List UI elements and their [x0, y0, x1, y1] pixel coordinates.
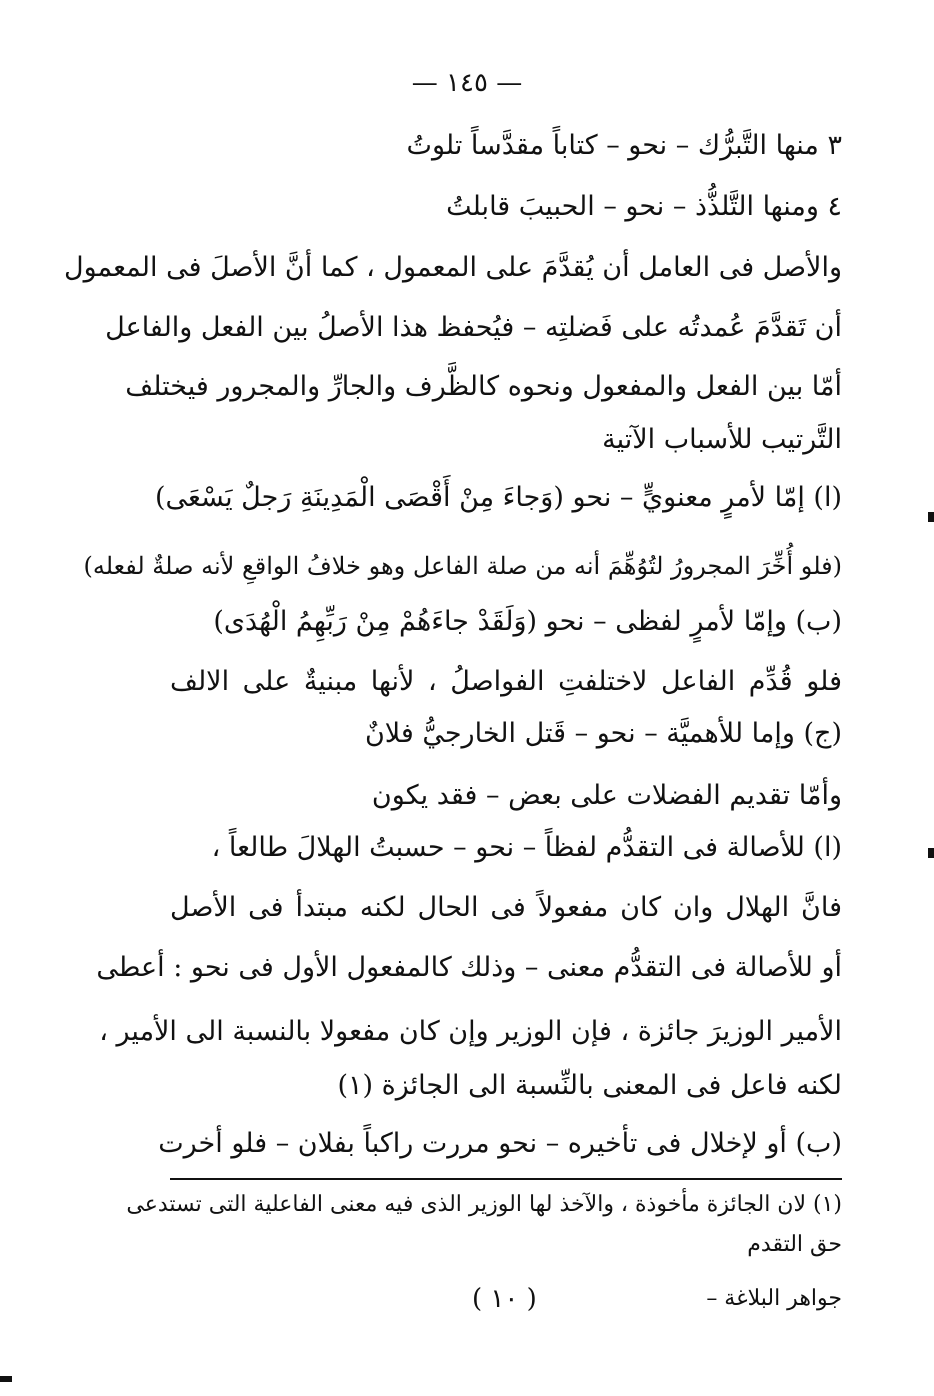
example-line: (ا) إمّا لأمرٍ معنويٍّ – نحو (وَجاءَ مِنْ أَقْصَى الْمَدِينَةِ رَجلٌ يَسْعَى)	[154, 482, 842, 513]
example-line: (ا) للأصالة فى التقدُّم لفظاً – نحو – حسبتُ الهلالَ طالعاً ،	[211, 832, 842, 863]
page-number: — ١٤٥ —	[411, 68, 523, 98]
body-line: فلو قُدِّم الفاعل لاختلفتِ الفواصلُ ، لأنها مبنيةٌ على الالف	[170, 666, 842, 697]
example-line: (ب) أو لإخلال فى تأخيره – نحو مررت راكباً بفلان – فلو أخرت	[158, 1128, 842, 1159]
list-item-4: ٤ ومنها التَّلذُّذ – نحو – الحبيبَ قابلتُ	[446, 191, 842, 222]
example-line: (فلو أُخِّرَ المجرورُ لتُوُهِّمَ أنه من صلة الفاعل وهو خلافُ الواقعِ لأنه صلةٌ لفعله)	[83, 552, 842, 580]
body-line: وأمّا تقديم الفضلات على بعض – فقد يكون	[371, 780, 842, 811]
footnote-divider	[170, 1178, 842, 1180]
example-line: (ب) وإمّا لأمرٍ لفظى – نحو (وَلَقَدْ جاءَهُمْ مِنْ رَبِّهِمُ الْهُدَى)	[213, 606, 842, 637]
body-line: والأصل فى العامل أن يُقدَّمَ على المعمول ، كما أنَّ الأصلَ فى المعمول	[63, 252, 842, 283]
footnote-line: (١) لان الجائزة مأخوذة ، والآخذ لها الوزير الذى فيه معنى الفاعلية التى تستدعى	[126, 1192, 842, 1217]
edge-mark	[0, 1376, 12, 1382]
signature-mark: ( ١٠ )	[472, 1284, 537, 1314]
body-line: أمّا بين الفعل والمفعول ونحوه كالظَّرف والجارِّ والمجرور فيختلف	[125, 371, 842, 402]
footnote-line: حق التقدم	[747, 1232, 842, 1257]
book-title: جواهر البلاغة –	[706, 1286, 842, 1311]
body-line: لكنه فاعل فى المعنى بالنِّسبة الى الجائزة (١)	[337, 1070, 842, 1101]
body-line: الأمير الوزيرَ جائزة ، فإن الوزير وإن كان مفعولا بالنسبة الى الأمير ،	[99, 1016, 842, 1047]
body-line: أو للأصالة فى التقدُّم معنى – وذلك كالمفعول الأول فى نحو : أعطى	[96, 952, 842, 983]
example-line: (ج) وإما للأهميَّة – نحو – قَتل الخارجيُّ فلانٌ	[364, 718, 842, 749]
list-item-3: ٣ منها التَّبرُّك – نحو – كتاباً مقدَّساً تلوتُ	[406, 130, 842, 161]
body-line: التَّرتيب للأسباب الآتية	[602, 424, 842, 455]
edge-mark	[928, 848, 934, 858]
body-line: أن تَقدَّمَ عُمدتُه على فَضلتِه – فيُحفظ هذا الأصلُ بين الفعل والفاعل	[105, 312, 842, 343]
body-line: فانَّ الهلال وان كان مفعولاً فى الحال لكنه مبتدأ فى الأصل	[170, 892, 842, 923]
edge-mark	[928, 512, 934, 522]
